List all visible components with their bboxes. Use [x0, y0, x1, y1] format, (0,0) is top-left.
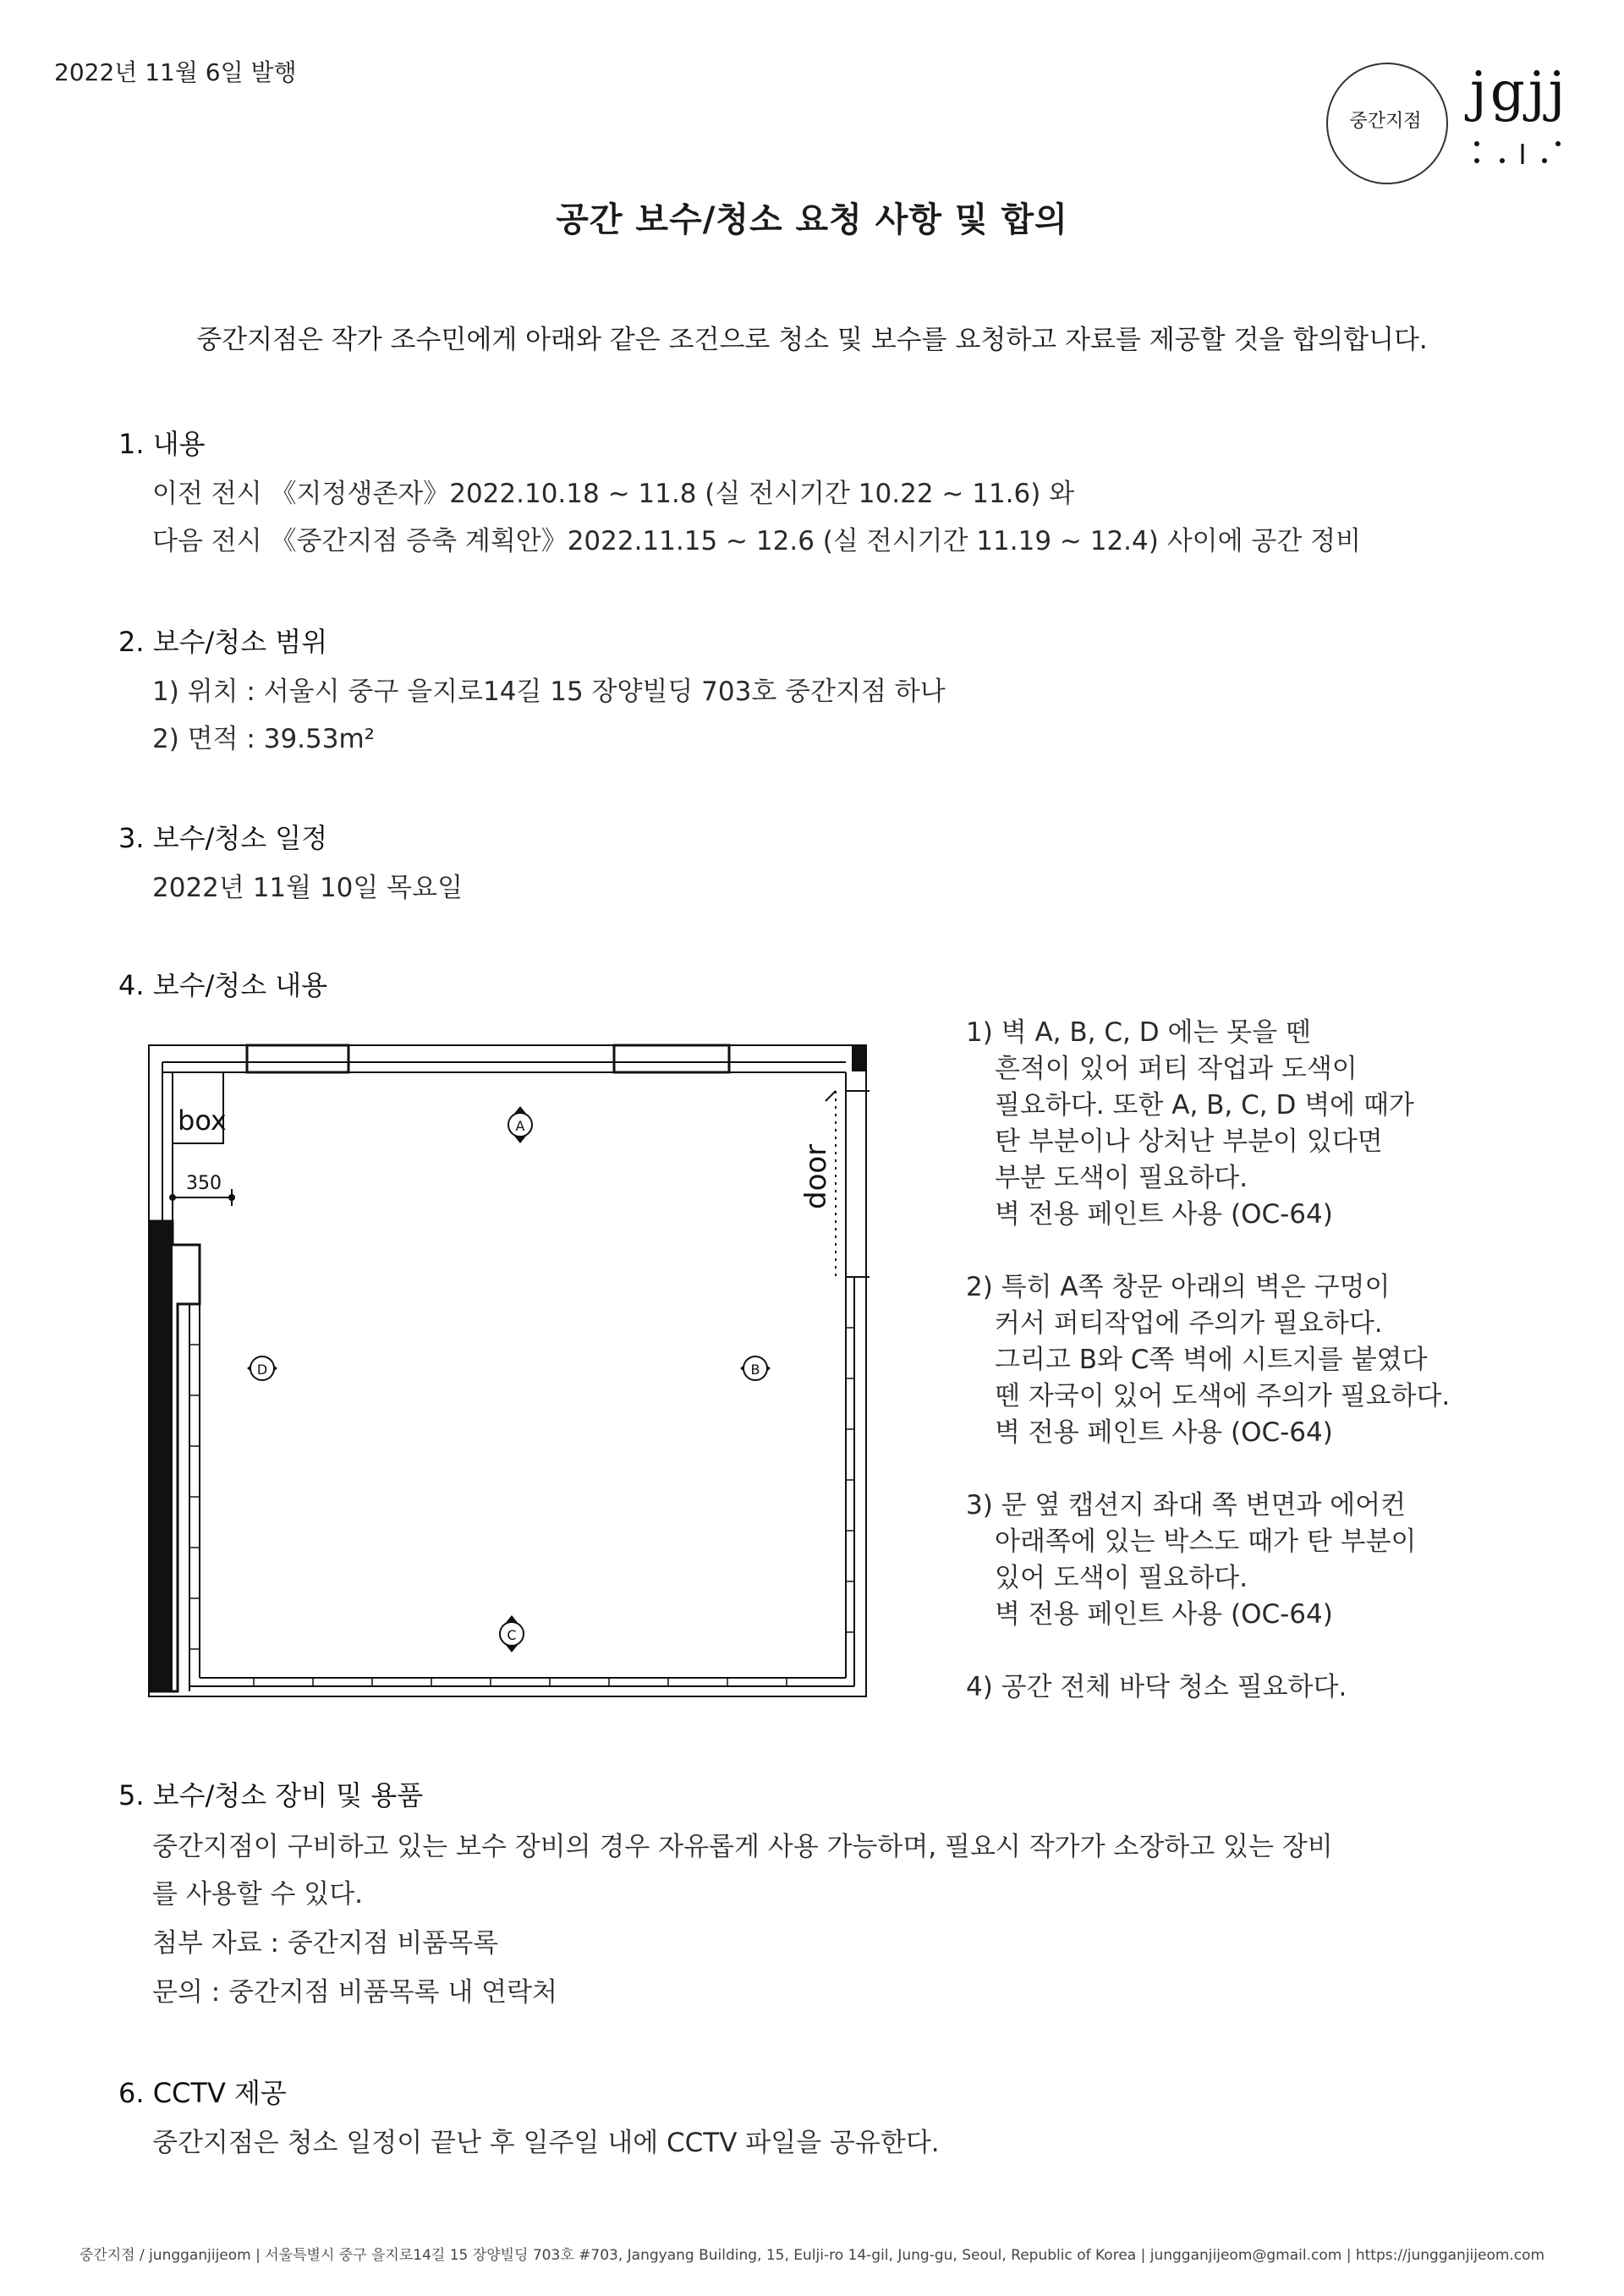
page-title: 공간 보수/청소 요청 사항 및 합의 — [556, 200, 1068, 239]
wall-marker-c-label: C — [507, 1627, 517, 1643]
plan-dim-label: 350 — [186, 1173, 222, 1194]
logo-dots — [1470, 135, 1563, 169]
note-line: 커서 퍼티작업에 주의가 필요하다. — [995, 1308, 1383, 1339]
note-first-line: 3) 문 옆 캡션지 좌대 쪽 변면과 에어컨 — [966, 1490, 1407, 1521]
note-line: 아래쪽에 있는 박스도 때가 탄 부분이 — [995, 1526, 1417, 1557]
note-line: 탄 부분이나 상처난 부분이 있다면 — [995, 1126, 1383, 1157]
plan-box-label: box — [178, 1104, 227, 1137]
note-first-line: 4) 공간 전체 바닥 청소 필요하다. — [966, 1672, 1347, 1702]
note-item — [966, 1488, 1575, 1633]
section-6-heading: 6. CCTV 제공 — [118, 2077, 287, 2109]
footer: 중간지점 / jungganjijeom | 서울특별시 중구 을지로14길 15 장양빌딩 703호 #703, Jangyang Building, 15, Eulji-ro 14-gil, Jung-gu, Seoul, Republic of Korea | jungganjijeom@gmail.com | https://jungganjijeom.com — [79, 2247, 1545, 2264]
note-line: 벽 전용 페인트 사용 (OC-64) — [995, 1599, 1333, 1630]
wall-marker-b — [740, 1356, 771, 1380]
logo-mark: jgjj — [1470, 61, 1569, 123]
section-2-line: 1) 위치 : 서울시 중구 을지로14길 15 장양빌딩 703호 중간지점 하나 — [152, 677, 946, 707]
wall-marker-b-label: B — [750, 1362, 760, 1378]
wall-marker-a — [508, 1106, 532, 1143]
note-line: 벽 전용 페인트 사용 (OC-64) — [995, 1417, 1333, 1448]
note-line: 필요하다. 또한 A, B, C, D 벽에 때가 — [995, 1090, 1414, 1121]
section-2-line: 2) 면적 : 39.53m² — [152, 724, 376, 754]
note-first-line: 1) 벽 A, B, C, D 에는 못을 뗀 — [966, 1017, 1311, 1048]
note-line: 그리고 B와 C쪽 벽에 시트지를 붙였다 — [995, 1345, 1428, 1375]
logo-circle-text: 중간지점 — [1349, 111, 1422, 132]
plan-door-label: door — [799, 1143, 833, 1209]
section-5-line: 문의 : 중간지점 비품목록 내 연락처 — [152, 1977, 557, 2008]
plan-window — [614, 1045, 729, 1072]
issue-date: 2022년 11월 6일 발행 — [54, 58, 297, 86]
wall-marker-d-label: D — [256, 1362, 268, 1378]
section-1-heading: 1. 내용 — [118, 428, 206, 460]
section-5-line: 를 사용할 수 있다. — [152, 1879, 364, 1910]
section-4-heading: 4. 보수/청소 내용 — [118, 969, 328, 1001]
wall-marker-d — [247, 1356, 277, 1380]
note-item — [966, 1669, 1575, 1706]
note-line: 부분 도색이 필요하다. — [995, 1163, 1248, 1193]
section-5-line: 첨부 자료 : 중간지점 비품목록 — [152, 1928, 499, 1959]
note-line: 흔적이 있어 퍼티 작업과 도색이 — [995, 1054, 1358, 1084]
intro-text: 중간지점은 작가 조수민에게 아래와 같은 조건으로 청소 및 보수를 요청하고 자료를 제공할 것을 합의합니다. — [196, 325, 1428, 355]
repair-notes — [966, 1015, 1575, 1742]
note-line: 벽 전용 페인트 사용 (OC-64) — [995, 1199, 1333, 1230]
section-5-line: 중간지점이 구비하고 있는 보수 장비의 경우 자유롭게 사용 가능하며, 필요시 작가가 소장하고 있는 장비 — [152, 1832, 1333, 1862]
wall-marker-c — [500, 1615, 524, 1652]
section-5-heading: 5. 보수/청소 장비 및 용품 — [118, 1779, 424, 1811]
note-item — [966, 1015, 1575, 1233]
wall-marker-a-label: A — [515, 1118, 525, 1134]
section-1-line: 이전 전시 《지정생존자》2022.10.18 ~ 11.8 (실 전시기간 10.22 ~ 11.6) 와 — [152, 479, 1075, 509]
section-6-line: 중간지점은 청소 일정이 끝난 후 일주일 내에 CCTV 파일을 공유한다. — [152, 2128, 940, 2158]
note-first-line: 2) 특히 A쪽 창문 아래의 벽은 구멍이 — [966, 1272, 1391, 1302]
section-3-heading: 3. 보수/청소 일정 — [118, 822, 328, 854]
plan-window — [247, 1045, 348, 1072]
section-2-heading: 2. 보수/청소 범위 — [118, 626, 328, 658]
note-line: 있어 도색이 필요하다. — [995, 1563, 1248, 1593]
note-item — [966, 1269, 1575, 1451]
section-3-line: 2022년 11월 10일 목요일 — [152, 873, 464, 903]
section-1-line: 다음 전시 《중간지점 증축 계획안》2022.11.15 ~ 12.6 (실 전시기간 11.19 ~ 12.4) 사이에 공간 정비 — [152, 526, 1362, 556]
note-line: 뗀 자국이 있어 도색에 주의가 필요하다. — [995, 1381, 1451, 1411]
floor-plan — [144, 1040, 888, 1700]
